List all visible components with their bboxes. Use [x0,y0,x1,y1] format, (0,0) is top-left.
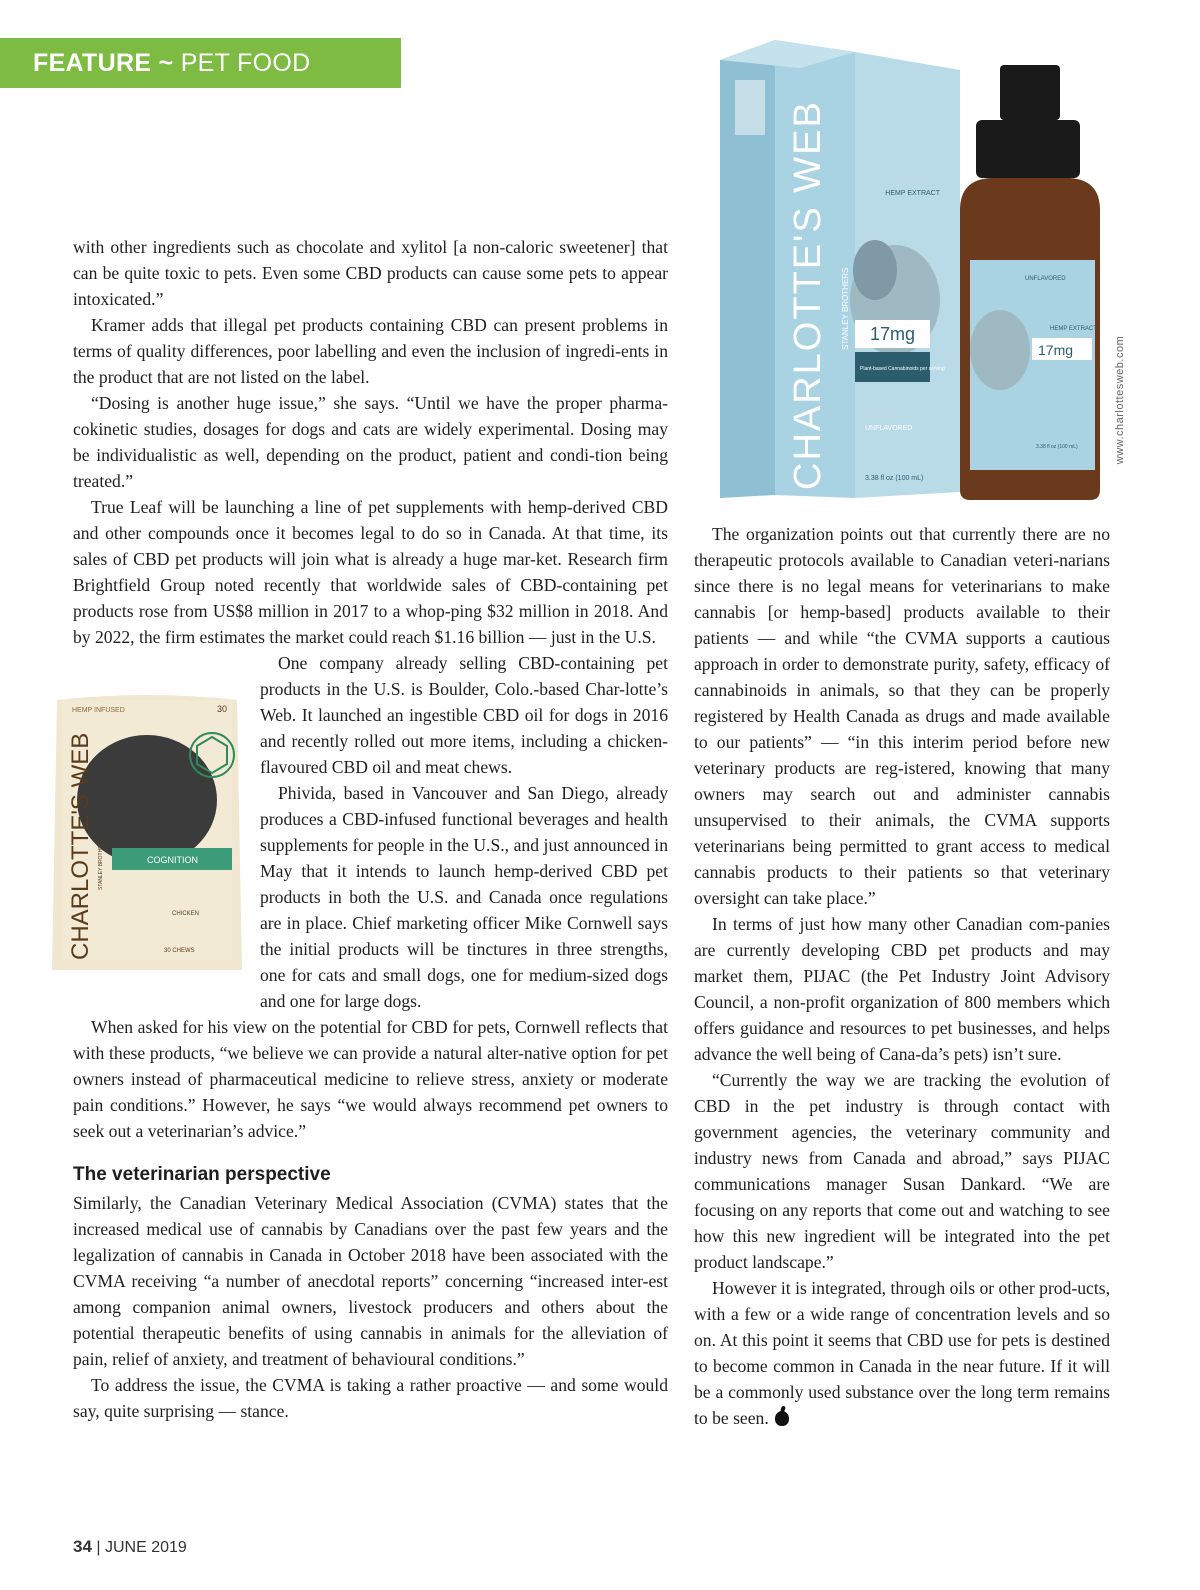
chews-sub: STANLEY BROTHERS [98,838,104,890]
product-box-bottle-photo [680,20,1110,510]
chews-brand: CHARLOTTE'S WEB [67,732,94,960]
section-tag-light: PET FOOD [180,49,311,77]
issue-date: JUNE 2019 [104,1539,187,1556]
paragraph: Similarly, the Canadian Veterinary Medical Association (CVMA) states that the increased medical use of cannabis by Canadians over the past few years and the legalization of cannabis in Canada in October 2018 have been associated with the CVMA receiving “a number of anecdotal reports” concerning “increased inter-est among companion animal owners, livestock producers and others about the potential therapeutic benefits of using cannabis in animals for the alleviation of pain, relief of anxiety, and treatment of behavioural conditions.” [73,1193,668,1369]
paragraph: “Dosing is another huge issue,” she says. “Until we have the proper pharma-cokinetic studies, dosages for dogs and cats are widely experimental. Dosing may be individualistic as well, depending on the product, patient and condi-tion being treated.” [73,393,668,491]
left-column [73,234,668,1424]
bottle-volume: 3.38 fl oz (100 mL) [1036,444,1078,450]
paragraph: Kramer adds that illegal pet products containing CBD can present problems in terms of quality differences, poor labelling and even the inclusion of ingredi-ents in the product that are not listed on the label. [73,315,668,387]
paragraph: The organization points out that currently there are no therapeutic protocols available to Canadian veteri-narians since there is no legal means for veterinarians to make cannabis [or hemp-based] products available to their patients — and while “the CVMA supports a cautious approach in order to demonstrate purity, safety, efficacy of cannabinoids in animals, so that they can be properly registered by Health Canada as drugs and made available to our patients” — “in this interim period before new veterinary products are reg-istered, knowing that many owners may search out and administer cannabis unsupervised to their animals, the CVMA supports veterinarians being permitted to grant access to medical cannabis products to their patients so that veterinary oversight can take place.” [694,524,1110,908]
section-tag-bold: FEATURE ~ [33,49,174,77]
page-number: 34 [73,1537,92,1556]
apple-end-icon [775,1411,789,1426]
right-column [694,521,1110,1431]
paragraph: with other ingredients such as chocolate and xylitol [a non-caloric sweetener] that can be quite toxic to pets. Even some CBD products can cause some pets to appear intoxicated.” [73,237,668,309]
photo-credit-text: www.charlottesweb.com [1114,335,1126,465]
paragraph [694,1275,1110,1431]
bottle-dose: 17mg [1038,342,1074,358]
section-tag [0,38,401,88]
chews-line: COGNITION [147,855,198,865]
chews-top-label: HEMP INFUSED [72,707,125,714]
paragraph: One company already selling CBD-containing pet products in the U.S. is Boulder, Colo.-based Char-lotte’s Web. It launched an ingestible CBD oil for dogs in 2016 and recently rolled out more items, including a chicken-flavoured CBD oil and meat chews. [260,653,668,777]
photo-credit [1100,300,1140,500]
chews-count-label: 30 CHEWS [164,948,195,954]
section-heading: The veterinarian perspective [73,1164,331,1185]
paragraph: True Leaf will be launching a line of pet supplements with hemp-derived CBD and other compounds once it becomes legal to do so in Canada. At that time, its sales of CBD pet products will join what is already a huge mar-ket. Research firm Brightfield Group noted recently that worldwide sales of CBD-containing pet products rose from US$8 million in 2017 to a whop-ping $32 million in 2018. And by 2022, the firm estimates the market could reach $1.16 billion — just in the U.S. [73,497,668,647]
box-sub: STANLEY BROTHERS [841,267,850,350]
paragraph: “Currently the way we are tracking the evolution of CBD in the pet industry is through contact with government agencies, the veterinary community and industry news from Canada and abroad,” says PIJAC communications manager Susan Dankard. “We are focusing on any reports that come out and watching to see how this new ingredient will be integrated into the pet product landscape.” [694,1070,1110,1272]
box-volume: 3.38 fl oz (100 mL) [865,475,924,482]
paragraph: When asked for his view on the potential for CBD for pets, Cornwell reflects that with these products, “we believe we can provide a natural alter-native option for pet owners instead of pharmaceutical medicine to relieve stress, anxiety or moderate pain conditions.” However, he says “we would always recommend pet owners to seek out a veterinarian’s advice.” [73,1017,668,1141]
paragraph: To address the issue, the CVMA is taking a rather proactive — and some would say, quite surprising — stance. [73,1375,668,1421]
paragraph-text: However it is integrated, through oils or other prod-ucts, with a few or a wide range of concentration levels and so on. At this point it seems that CBD use for pets is destined to become common in Canada in the near future. If it will be a commonly used substance over the long term remains to be seen. [694,1278,1110,1428]
chews-count: 30 [217,704,228,714]
photo-text-wrap-space [73,650,260,993]
chews-flavor: CHICKEN [172,911,200,917]
bottle-flavor: UNFLAVORED [1025,276,1066,282]
box-label1: HEMP EXTRACT [885,190,940,197]
box-dose: 17mg [870,324,916,344]
box-flavor: UNFLAVORED [865,425,913,432]
box-brand: CHARLOTTE'S WEB [787,100,829,490]
paragraph: In terms of just how many other Canadian com-panies are currently developing CBD pet products and may market them, PIJAC (the Pet Industry Joint Advisory Council, a non-profit organization of 800 members which offers guidance and resources to pet businesses, and helps advance the well being of Cana-da’s pets) isn’t sure. [694,914,1110,1064]
footer-separator: | [96,1539,101,1556]
paragraph: Phivida, based in Vancouver and San Diego, already produces a CBD-infused functional beverages and health supplements for people in the U.S., and just announced in May that it intends to launch hemp-derived CBD pet products in both the U.S. and Canada once regulations are in place. Chief marketing officer Mike Cornwell says the initial products will be tinctures in three strengths, one for cats and small dogs, one for medium-sized dogs and one for large dogs. [260,783,668,1011]
bottle-label: HEMP EXTRACT [1050,326,1097,332]
page-footer [73,1537,187,1557]
box-dose-sub: Plant-based Cannabinoids per serving [860,366,945,372]
